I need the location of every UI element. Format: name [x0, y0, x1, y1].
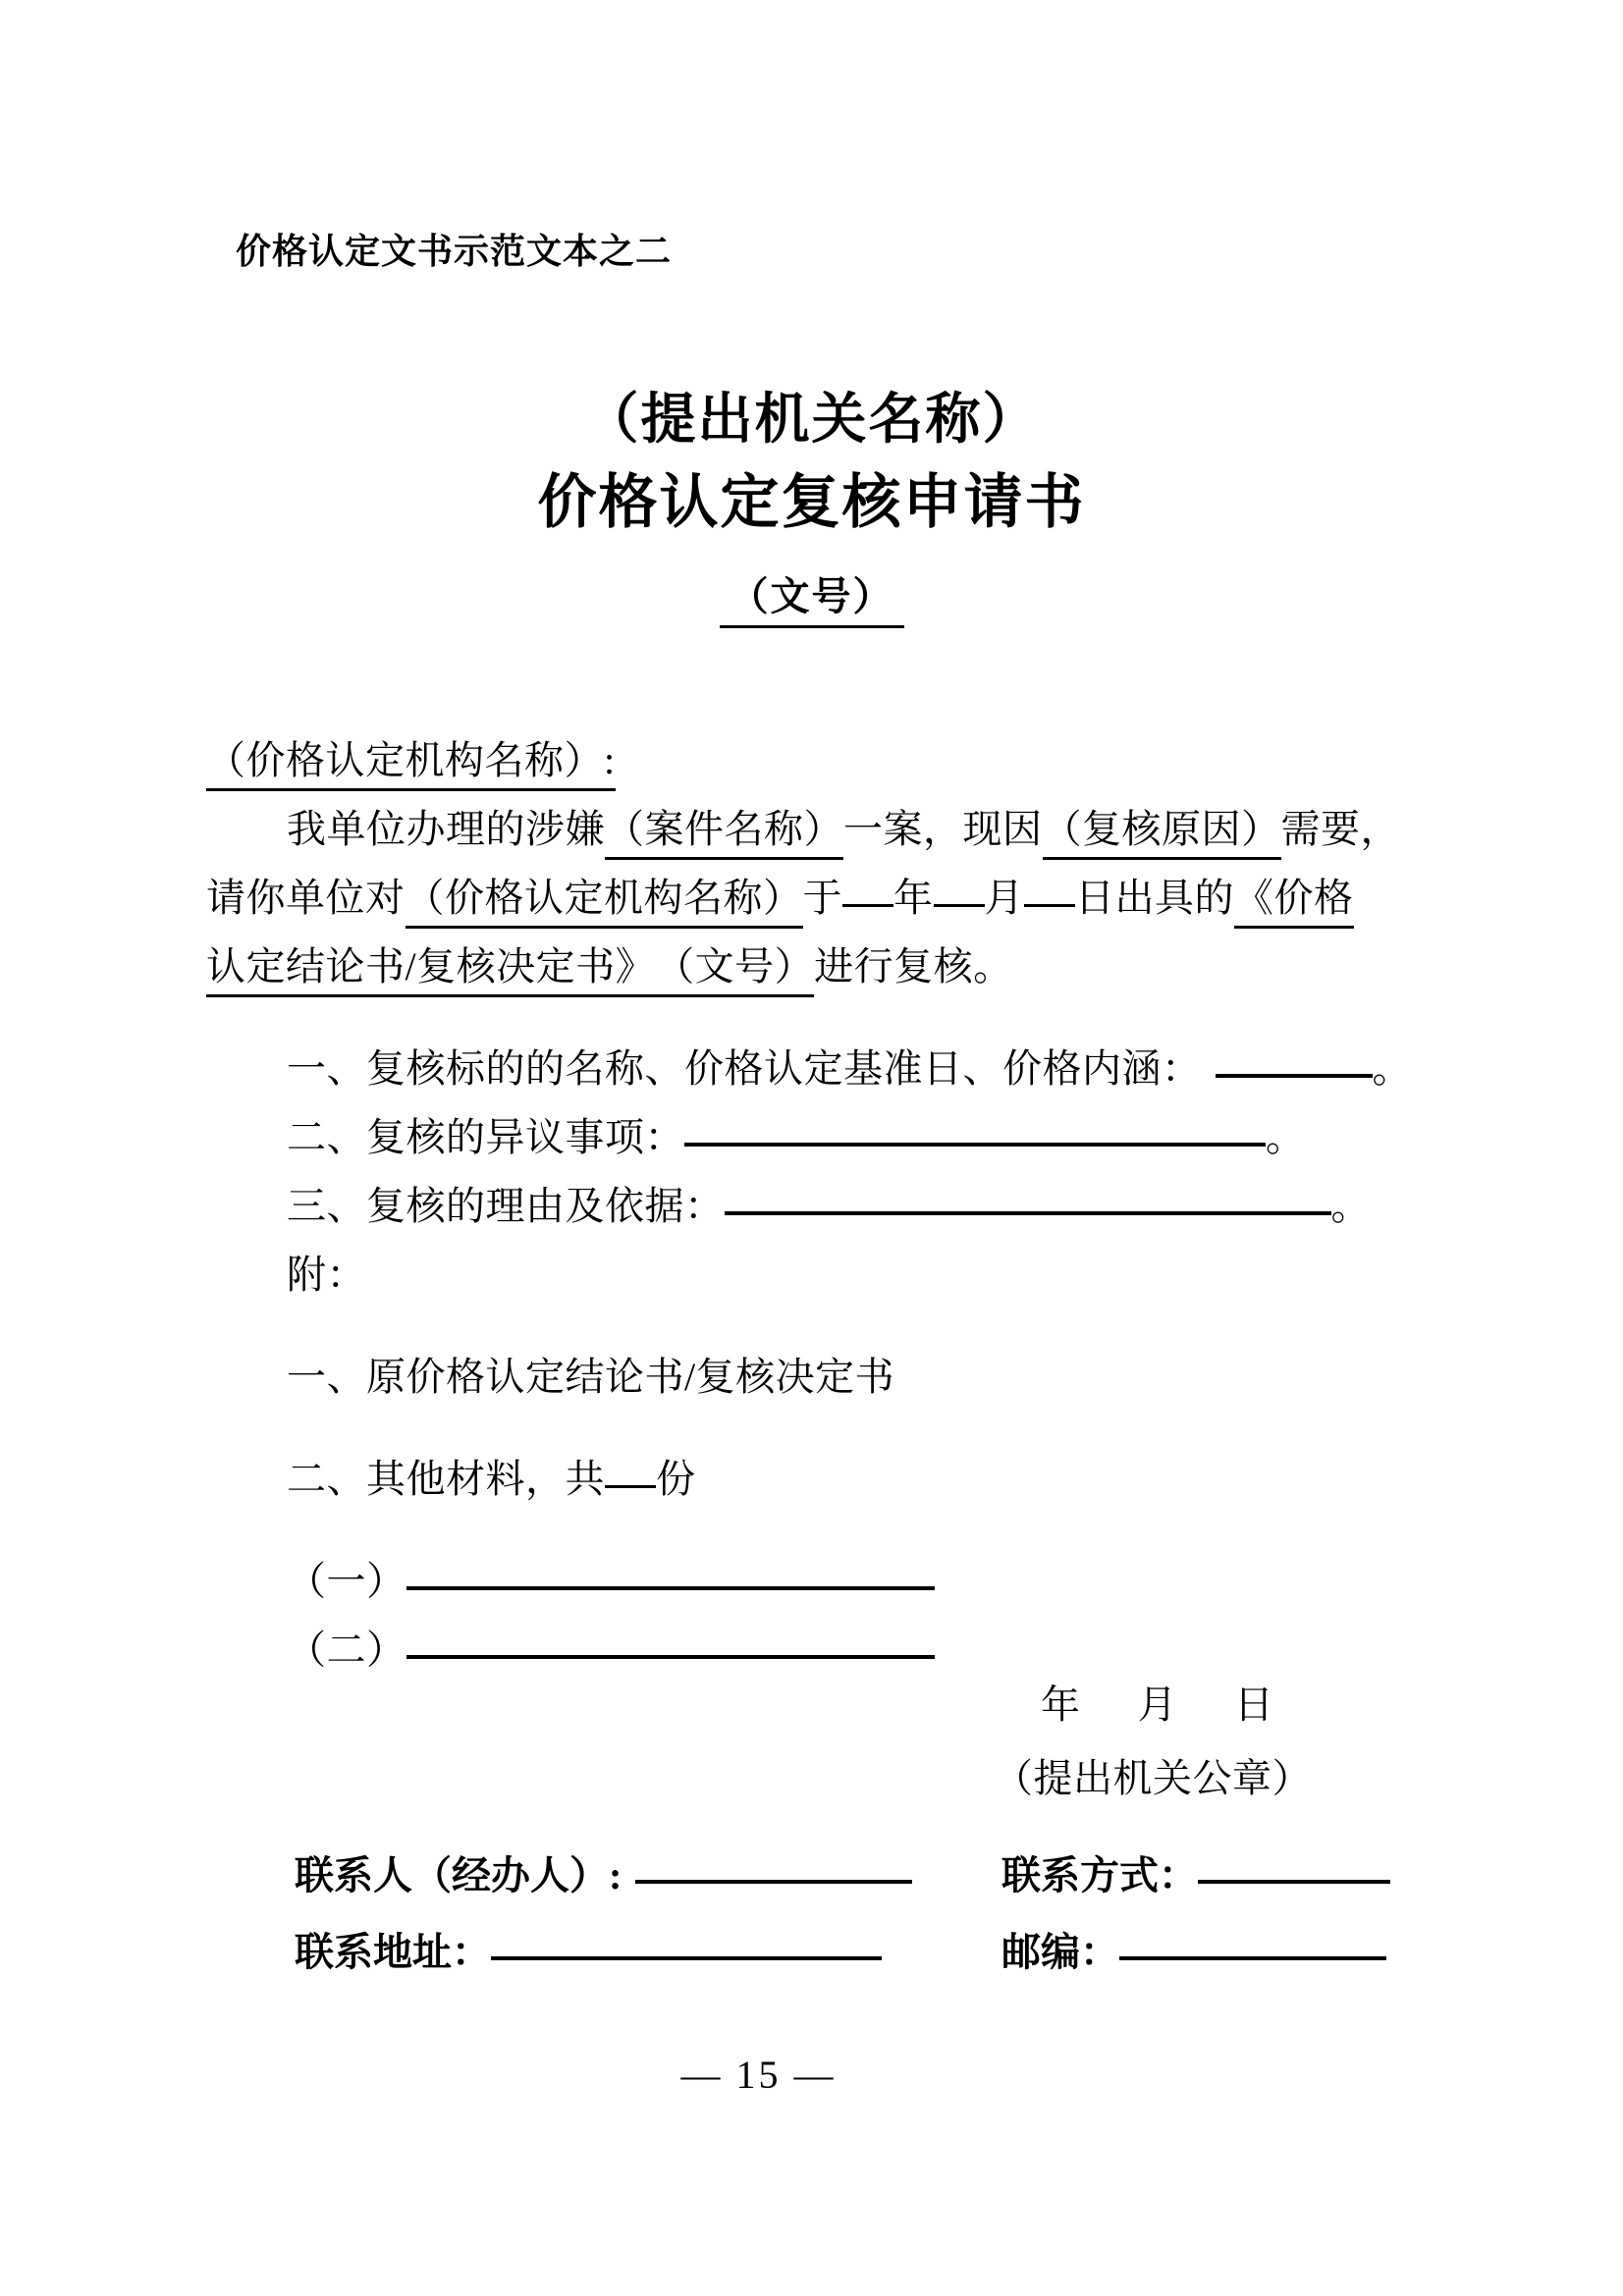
document-body: [0, 726, 1623, 1684]
list-item-3-blank: [725, 1211, 1331, 1215]
p2-month-blank: [934, 904, 985, 907]
document-header-label: 价格认定文书示范文本之二: [236, 232, 673, 271]
p2-agency-name-blank: （价格认定机构名称）: [406, 871, 803, 929]
attachment-sub-item-1-label: （一）: [287, 1559, 406, 1603]
paragraph-line-2: [0, 864, 1623, 933]
attachment-sub-item-2-label: （二）: [287, 1628, 406, 1672]
attachment-item-2: [0, 1445, 1623, 1514]
list-item-2-blank: [684, 1143, 1266, 1147]
title-block: [0, 388, 1623, 628]
list-item-1: [0, 1035, 1623, 1103]
p1-text-c: 一案，现因: [843, 807, 1043, 851]
spacer: [0, 1309, 1623, 1343]
p1-text-e: 需要，: [1280, 807, 1400, 851]
spacer: [0, 1412, 1623, 1445]
addressee-row: [0, 726, 1623, 795]
p2-year-label: 年: [893, 876, 934, 920]
p2-text-a: 请你单位对: [206, 876, 406, 920]
p1-review-reason-blank: （复核原因）: [1043, 802, 1281, 860]
list-item-3-suffix: 。: [1330, 1184, 1371, 1228]
contact-person-group: [295, 1838, 1001, 1914]
contact-block: [0, 1838, 1623, 1991]
spacer: [0, 1514, 1623, 1547]
attachment-sub-item-2-blank: [406, 1655, 935, 1659]
addressee-label: （价格认定机构名称）:: [206, 733, 616, 791]
list-item-2-suffix: 。: [1266, 1115, 1306, 1159]
attachment-count-blank: [605, 1485, 656, 1488]
signature-block: [0, 1669, 1623, 1816]
list-item-1-text: 复核标的的名称、价格认定基准日、价格内涵：: [366, 1046, 1202, 1091]
list-item-3-label: 三、: [287, 1184, 366, 1228]
p2-year-blank: [842, 904, 893, 907]
attachment-sub-item-1: [0, 1547, 1623, 1616]
p3-doc-title-end: 认定结论书/复核决定书》: [206, 939, 655, 997]
attachment-heading: [0, 1241, 1623, 1309]
title-document-number: （文号）: [720, 565, 904, 628]
signature-date-row: [0, 1669, 1623, 1741]
title-document-number-row: [0, 565, 1623, 628]
contact-phone-label: 联系方式：: [1001, 1853, 1198, 1897]
signature-month-label: 月: [1137, 1682, 1177, 1727]
list-item-2: [0, 1103, 1623, 1172]
page-number: — 15 —: [680, 2053, 837, 2097]
list-item-3-text: 复核的理由及依据：: [366, 1184, 725, 1228]
official-seal-text: （提出机关公章）: [994, 1756, 1312, 1800]
contact-address-blank: [491, 1956, 882, 1960]
attachment-item-2-text-b: 份: [656, 1457, 696, 1501]
contact-address-label: 联系地址：: [295, 1930, 491, 1974]
attachment-item-2-text-a: 二、其他材料，共: [287, 1457, 605, 1501]
list-item-1-label: 一、: [287, 1046, 366, 1091]
signature-year-label: 年: [1041, 1682, 1081, 1727]
list-item-1-blank: [1216, 1074, 1373, 1078]
list-item-1-suffix: 。: [1372, 1046, 1412, 1091]
contact-row-address: [0, 1914, 1623, 1991]
contact-row-person: [0, 1838, 1623, 1914]
contact-address-group: [295, 1914, 1001, 1991]
official-seal-placeholder: [0, 1741, 1623, 1816]
list-item-2-label: 二、: [287, 1115, 366, 1159]
p3-doc-number-blank: （文号）: [655, 939, 814, 997]
p3-text-c: 进行复核。: [814, 944, 1013, 988]
paragraph-line-1: [0, 795, 1623, 864]
p2-doc-title-start: 《价格: [1234, 871, 1354, 929]
attachment-item-1-text: 一、原价格认定结论书/复核决定书: [287, 1355, 895, 1399]
contact-person-blank: [635, 1880, 912, 1884]
title-agency-name: （提出机关名称）: [583, 390, 1040, 451]
p1-case-name-blank: （案件名称）: [605, 802, 843, 860]
contact-person-label: 联系人（经办人）:: [295, 1853, 622, 1897]
p1-text-a: 我单位办理的涉嫌: [287, 807, 605, 851]
page-title: 价格认定复核申请书: [537, 470, 1086, 536]
p2-day-label: 日出具的: [1075, 876, 1234, 920]
p2-month-label: 月: [984, 876, 1024, 920]
attachment-sub-item-1-blank: [406, 1586, 935, 1590]
p2-day-blank: [1024, 904, 1075, 907]
attachment-heading-text: 附：: [287, 1253, 366, 1297]
p2-text-c: 于: [802, 876, 842, 920]
contact-postcode-blank: [1119, 1956, 1386, 1960]
spacer: [0, 1001, 1623, 1035]
list-item-2-text: 复核的异议事项：: [366, 1115, 684, 1159]
contact-postcode-label: 邮编：: [1001, 1930, 1119, 1974]
attachment-item-1: [0, 1343, 1623, 1412]
signature-day-label: 日: [1234, 1682, 1274, 1727]
page-footer: [0, 2052, 1623, 2098]
list-item-3: [0, 1172, 1623, 1241]
contact-phone-blank: [1198, 1880, 1390, 1884]
paragraph-line-3: [0, 933, 1623, 1001]
